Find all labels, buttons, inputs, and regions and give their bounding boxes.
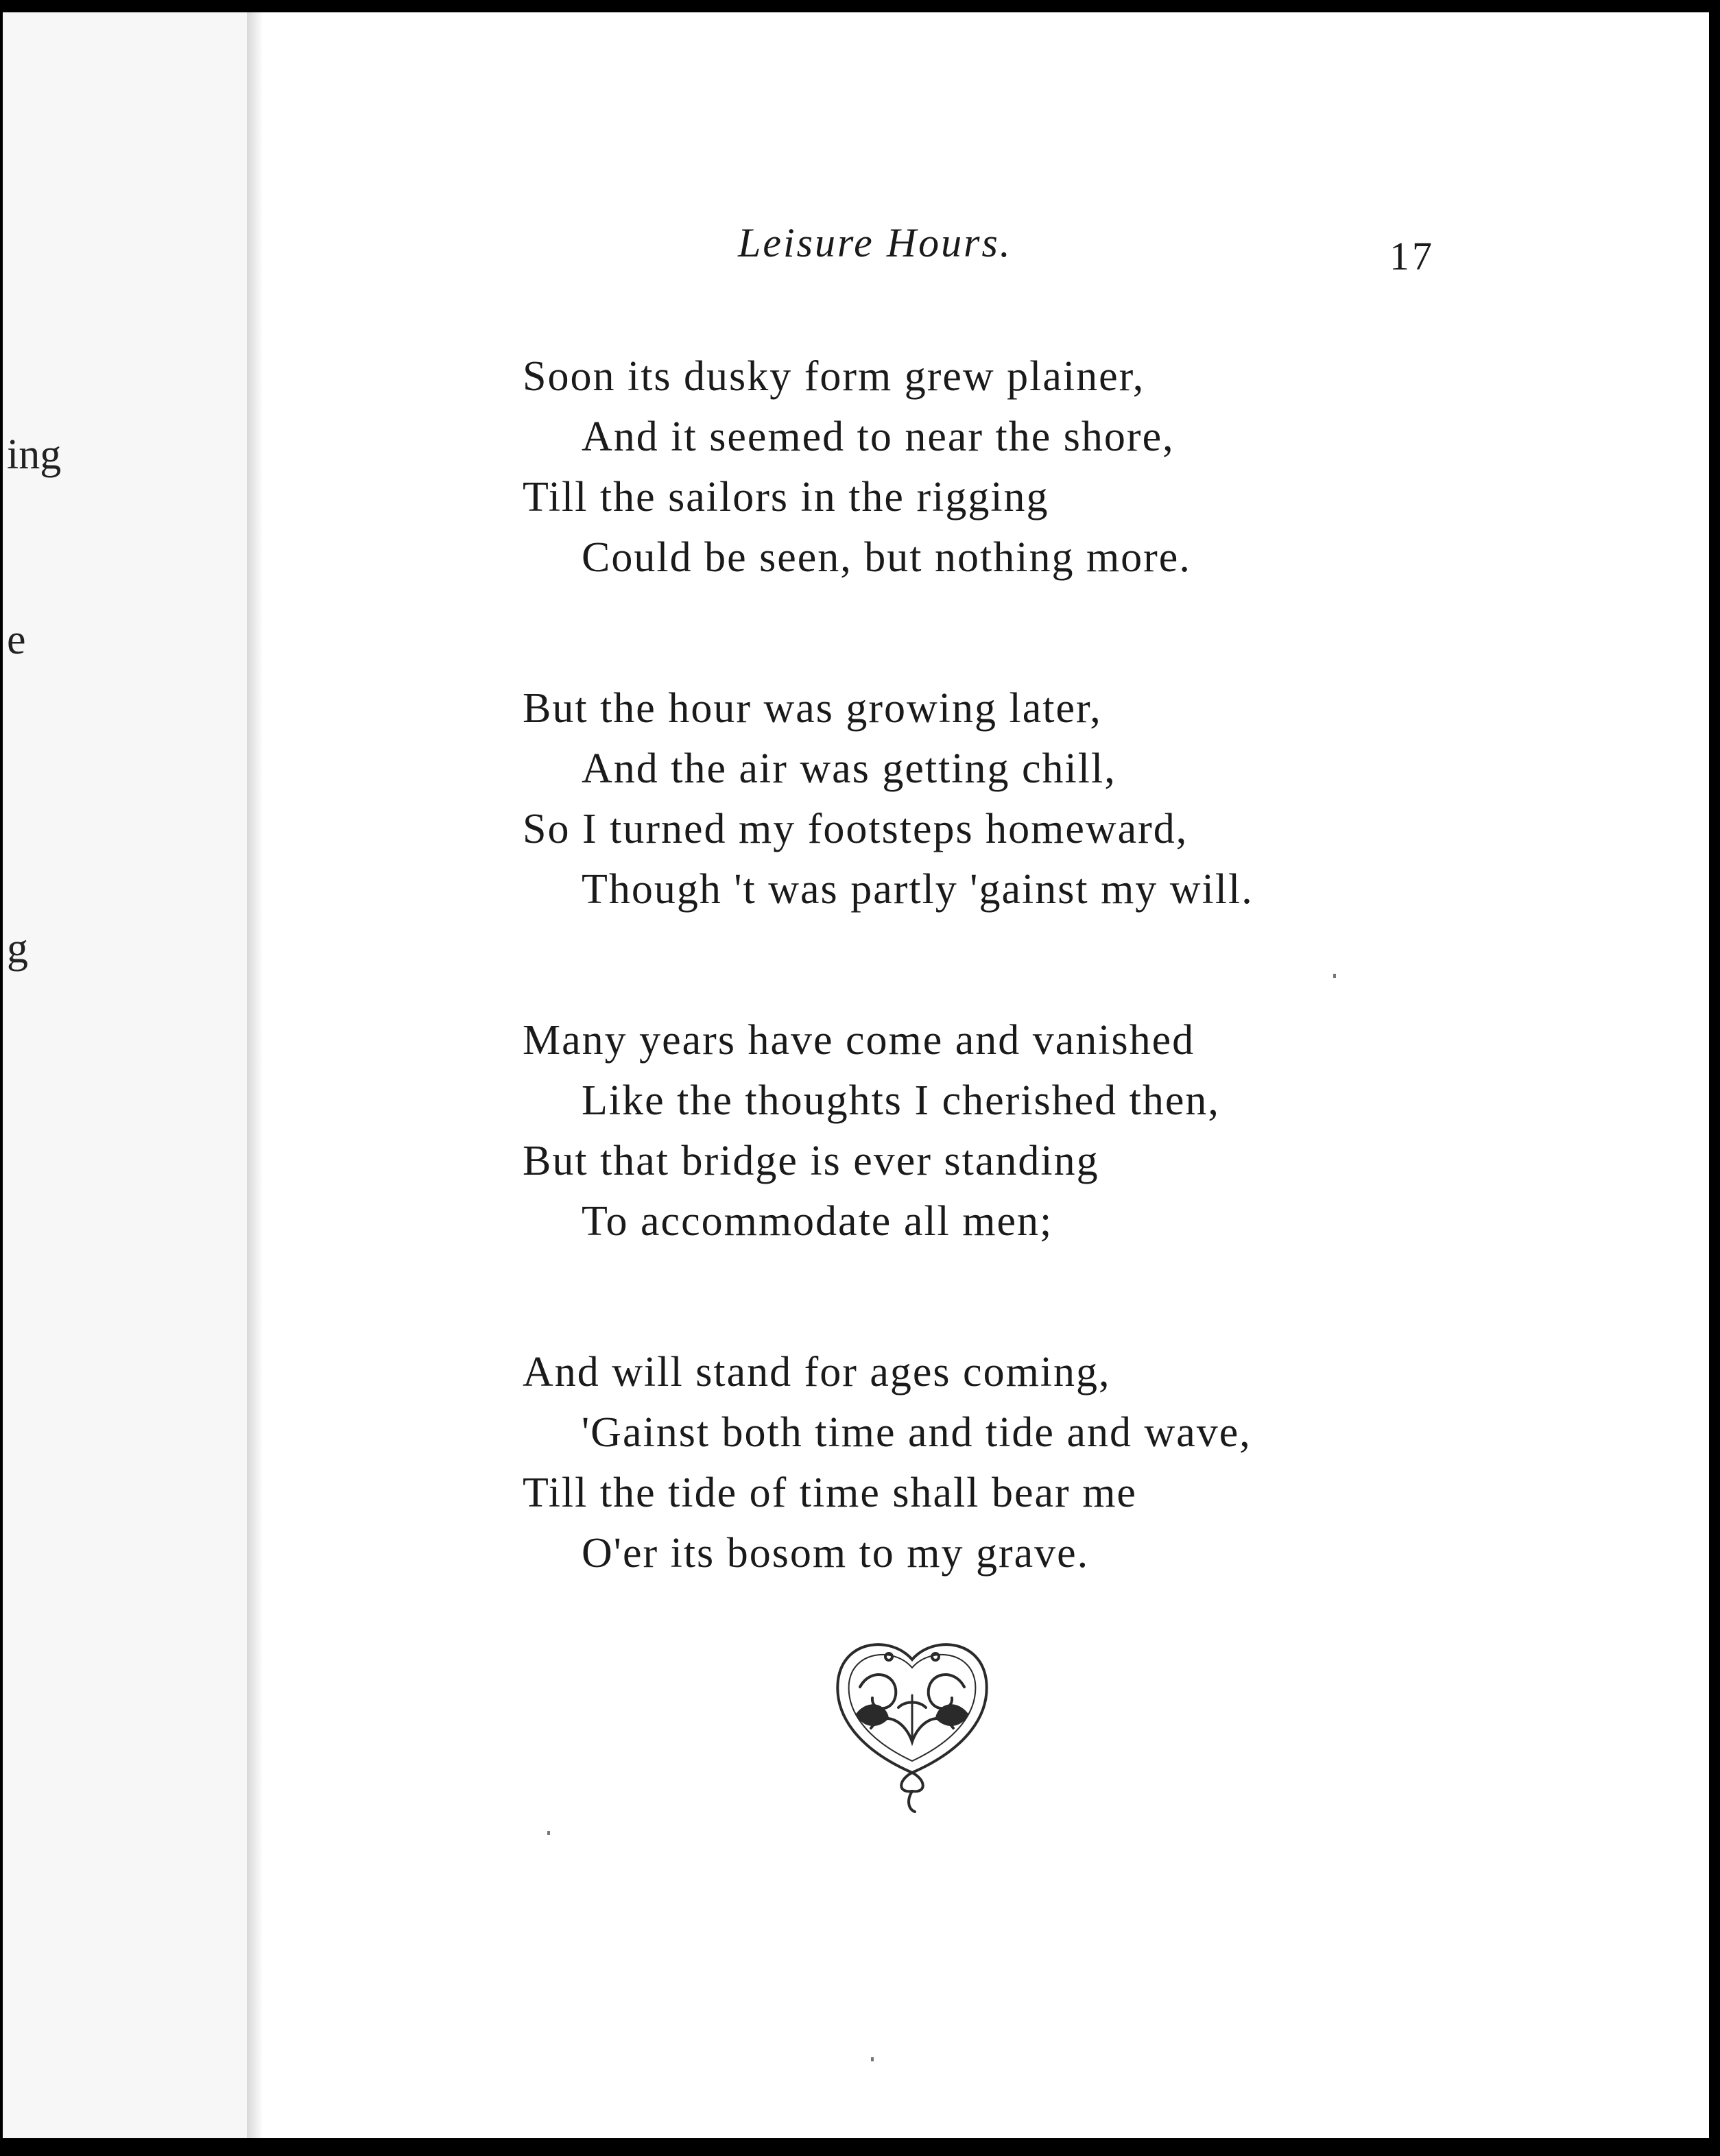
- facing-page-fragment: e: [7, 616, 26, 663]
- scan-speck: [1333, 974, 1336, 978]
- poem-line: Though 't was partly 'gainst my will.: [582, 866, 1254, 913]
- poem-line: But that bridge is ever standing: [523, 1138, 1099, 1184]
- poem-line: And the air was getting chill,: [582, 745, 1116, 792]
- poem-line: Many years have come and vanished: [523, 1017, 1195, 1064]
- page-number: 17: [1389, 234, 1435, 278]
- poem-line: Could be seen, but nothing more.: [582, 534, 1191, 581]
- book-gutter: [247, 12, 263, 2138]
- poem-line: To accommodate all men;: [582, 1198, 1053, 1245]
- scan-border-bottom: [0, 2138, 1720, 2156]
- poem-line: Till the tide of time shall bear me: [523, 1470, 1137, 1516]
- poem-line: 'Gainst both time and tide and wave,: [582, 1409, 1252, 1456]
- poem-line: Like the thoughts I cherished then,: [582, 1077, 1220, 1124]
- poem-line: Till the sailors in the rigging: [523, 474, 1049, 520]
- poem-line: But the hour was growing later,: [523, 685, 1102, 732]
- facing-page: [3, 12, 249, 2138]
- scan-border-top: [0, 0, 1720, 12]
- scan-speck: [871, 2057, 874, 2061]
- poem-line: And it seemed to near the shore,: [582, 414, 1175, 460]
- scan-speck: [547, 1831, 550, 1835]
- poem-line: And will stand for ages coming,: [523, 1349, 1111, 1396]
- poem-line: O'er its bosom to my grave.: [582, 1530, 1090, 1577]
- poem-line: So I turned my footsteps homeward,: [523, 806, 1189, 852]
- stanza: [523, 346, 1373, 588]
- poem: [523, 346, 1373, 1674]
- poem-line: Soon its dusky form grew plainer,: [523, 353, 1145, 400]
- running-title: Leisure Hours.: [738, 220, 1012, 265]
- stanza: [523, 1342, 1373, 1583]
- facing-page-fragment: g: [7, 925, 28, 972]
- scan-border-right: [1709, 0, 1720, 2156]
- floral-tailpiece-icon: [830, 1632, 994, 1817]
- facing-page-fragment: ing: [7, 431, 62, 478]
- stanza: [523, 678, 1373, 920]
- stanza: [523, 1010, 1373, 1251]
